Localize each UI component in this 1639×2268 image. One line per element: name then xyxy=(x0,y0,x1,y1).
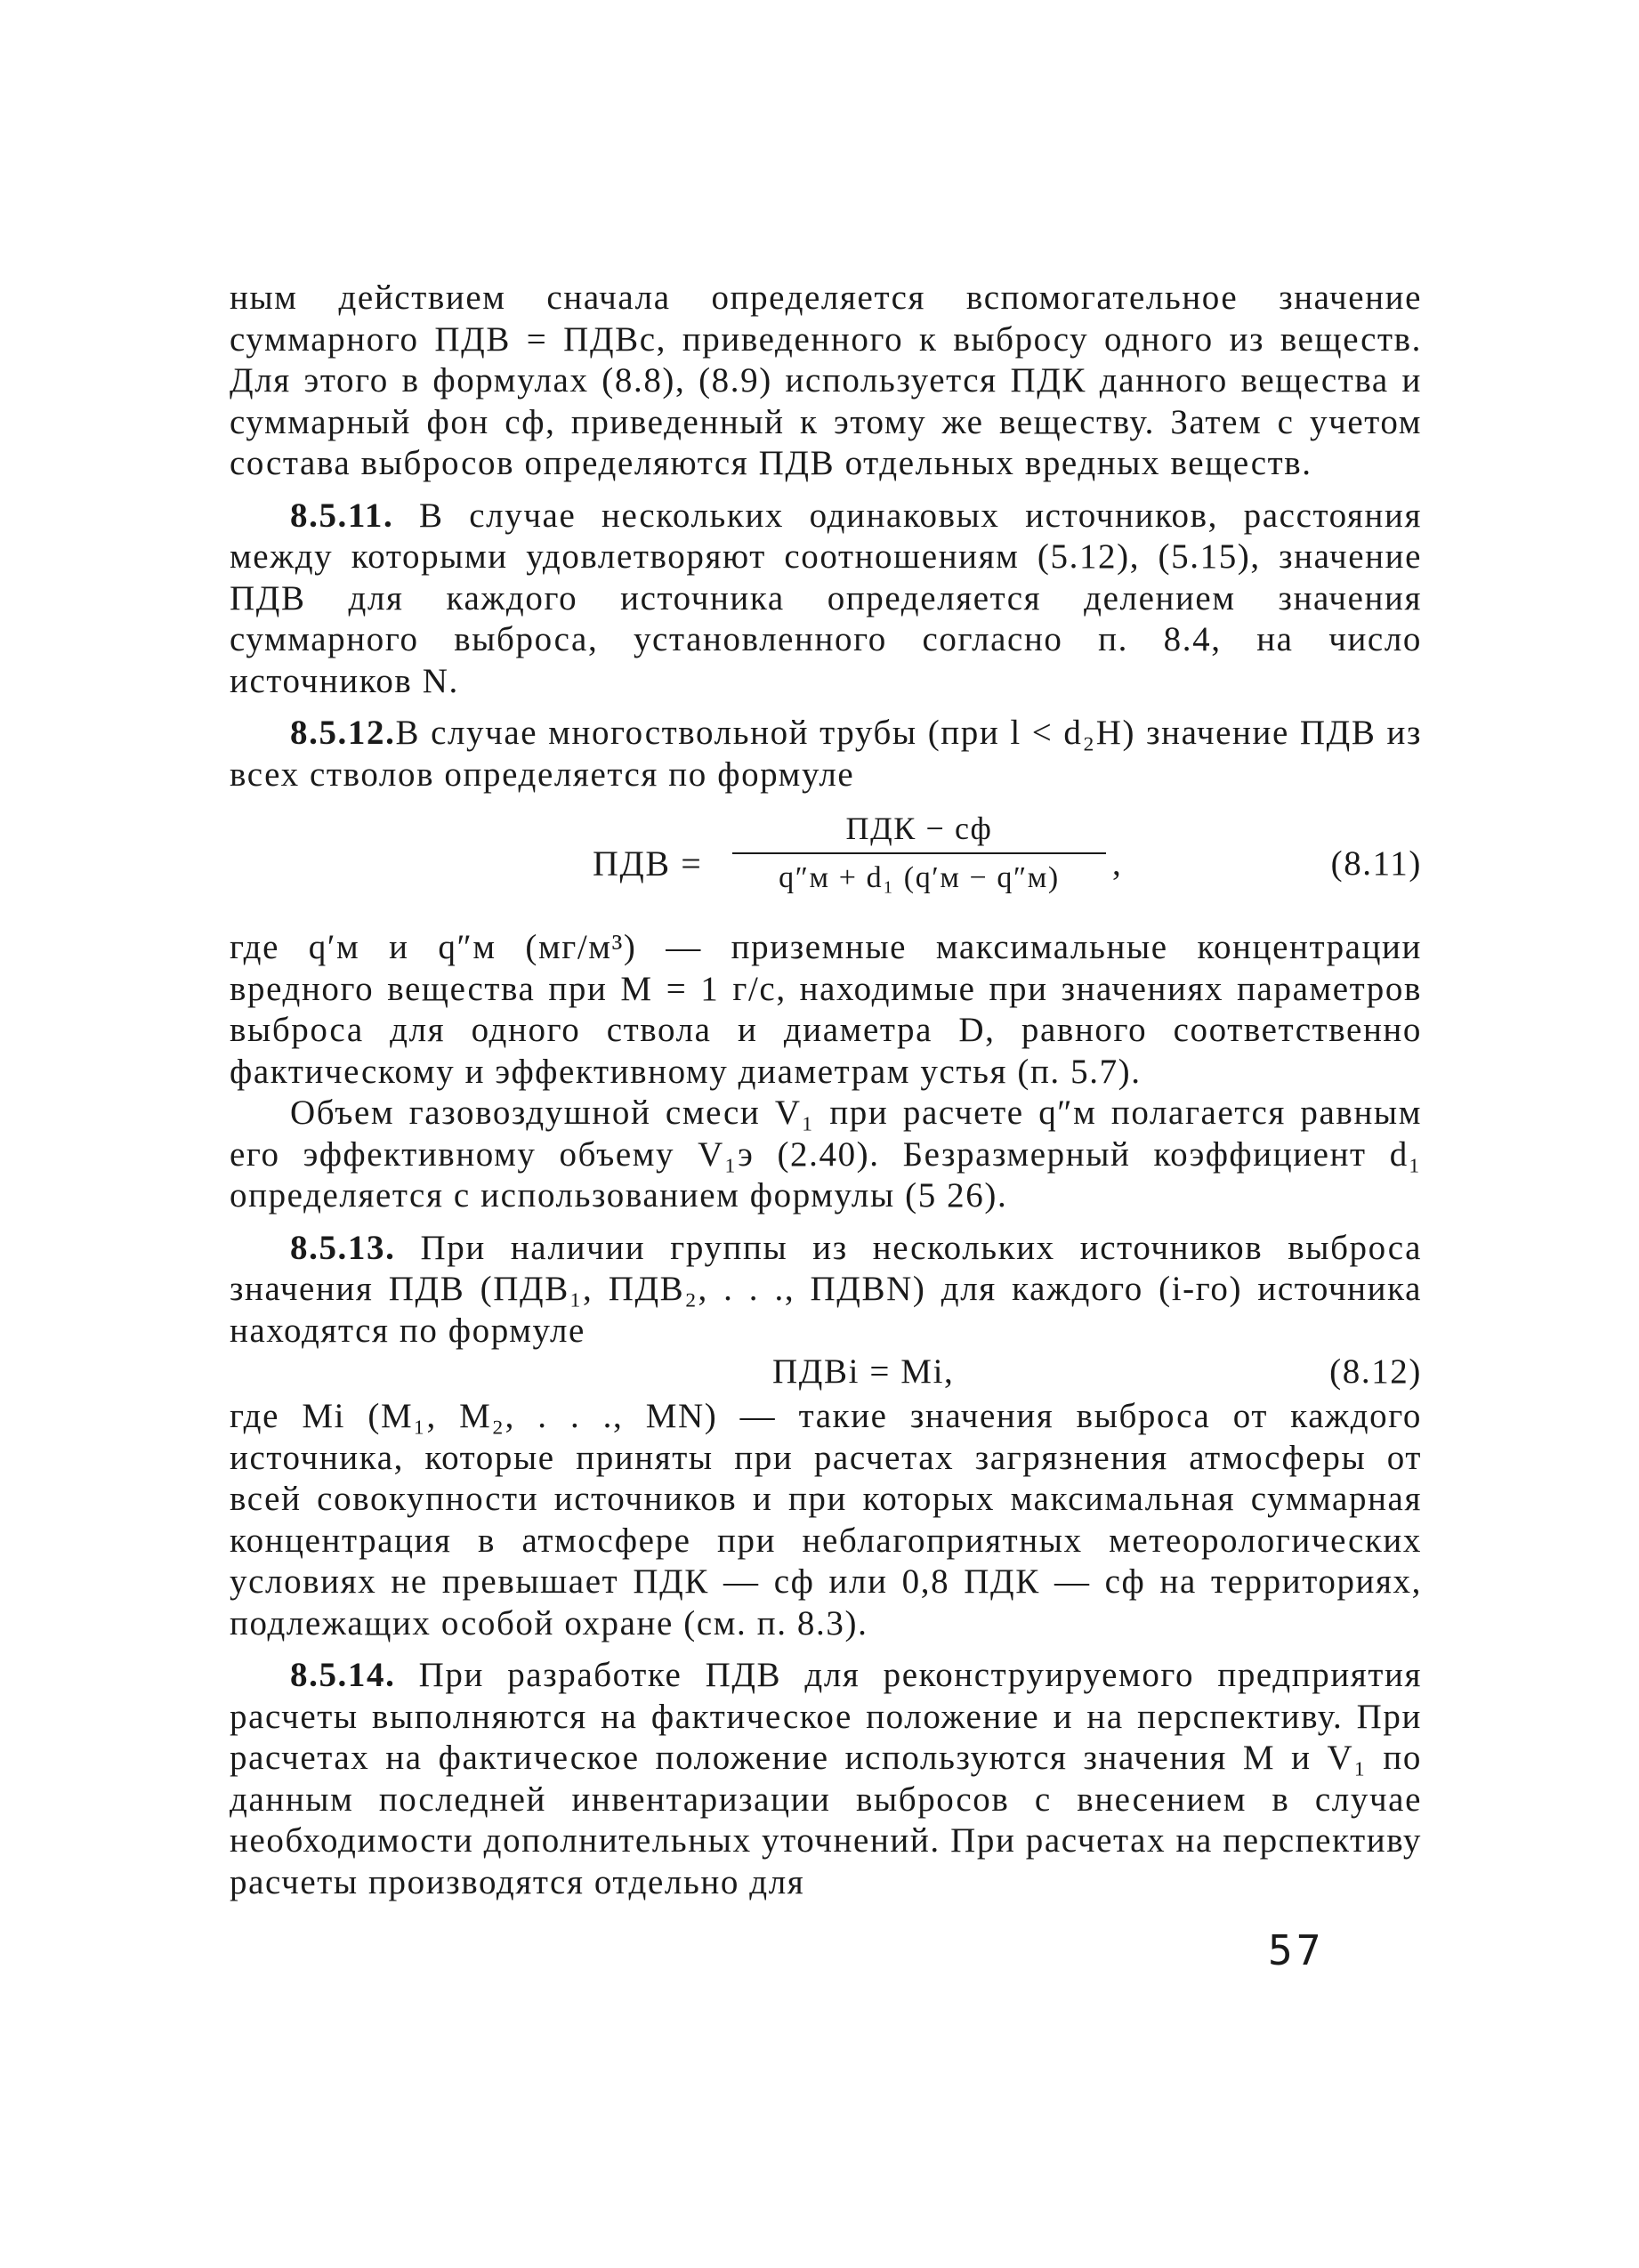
page-body xyxy=(230,278,1422,1903)
paragraph-text: При разработке ПДВ для реконструируемого предприятия расчеты выполняются на фактическое положение и на перспективу. При расчетах на фактическое положение используются значения M и V₁ по данным последней инвентаризации выбросов с внесением в случае необходимости дополнительных уточнений. При расчетах на перспективу расчеты производятся отдельно для xyxy=(230,1656,1422,1901)
section-number: 8.5.11. xyxy=(290,496,394,535)
section-number: 8.5.13. xyxy=(290,1228,396,1267)
fraction-denominator: q″м + d₁ (q′м − q″м) xyxy=(779,861,1060,894)
paragraph-text: При наличии группы из нескольких источников выброса значения ПДВ (ПДВ₁, ПДВ₂, . . ., ПДВN) для каждого (i-го) источника находятся по формуле xyxy=(230,1228,1422,1350)
page-number: 57 xyxy=(1268,1926,1325,1974)
equation-8-12 xyxy=(230,1352,1422,1396)
paragraph-text: В случае многоствольной трубы (при l < d₂H) значение ПДВ из всех стволов определяется по формуле xyxy=(230,714,1422,794)
paragraph-where-mi: где Mi (M₁, M₂, . . ., MN) — такие значения выброса от каждого источника, которые приняты при расчетах загрязнения атмосферы от всей совокупности источников и при которых максимальная суммарная концентрация в атмосфере при неблагоприятных метеорологических условиях не превышает ПДК — cф или 0,8 ПДК — cф на территориях, подлежащих особой охране (см. п. 8.3). xyxy=(230,1397,1422,1642)
equation-fraction xyxy=(732,808,1106,897)
equation-lhs: ПДВ = xyxy=(593,843,703,884)
equation-number: (8.11) xyxy=(1330,844,1422,883)
paragraph-8-5-13 xyxy=(230,1228,1422,1352)
equation-8-11 xyxy=(230,808,1422,915)
equation-body: ПДВi = Mi, xyxy=(772,1352,955,1391)
paragraph-text: В случае нескольких одинаковых источников, расстояния между которыми удовлетворяют соотношениям (5.12), (5.15), значение ПДВ для каждого источника определяется делением значения суммарного выброса, установленного согласно п. 8.4, на число источников N. xyxy=(230,496,1422,700)
paragraph-8-5-14 xyxy=(230,1655,1422,1903)
fraction-bar xyxy=(732,852,1106,854)
fraction-numerator: ПДК − cф xyxy=(845,811,993,846)
paragraph-volume: Объем газовоздушной смеси V₁ при расчете q″м полагается равным его эффективному объему V₁э (2.40). Безразмерный коэффициент d₁ определяется с использованием формулы (5 26). xyxy=(230,1094,1422,1215)
section-number: 8.5.12. xyxy=(290,714,396,752)
equation-number: (8.12) xyxy=(1329,1352,1422,1391)
equation-comma: , xyxy=(1112,844,1123,883)
paragraph-8-5-12 xyxy=(230,713,1422,795)
paragraph-continuation: ным действием сначала определяется вспомогательное значение суммарного ПДВ = ПДВс, приведенного к выбросу одного из веществ. Для этого в формулах (8.8), (8.9) используется ПДК данного вещества и суммарный фон cф, приведенный к этому же веществу. Затем с учетом состава выбросов определяются ПДВ отдельных вредных веществ. xyxy=(230,278,1422,482)
section-number: 8.5.14. xyxy=(290,1656,396,1694)
paragraph-8-5-11 xyxy=(230,496,1422,703)
paragraph-where: где q′м и q″м (мг/м³) — приземные максимальные концентрации вредного вещества при M = 1 г/с, находимые при значениях параметров выброса для одного ствола и диаметра D, равного соответственно фактическому и эффективному диаметрам устья (п. 5.7). xyxy=(230,928,1422,1091)
